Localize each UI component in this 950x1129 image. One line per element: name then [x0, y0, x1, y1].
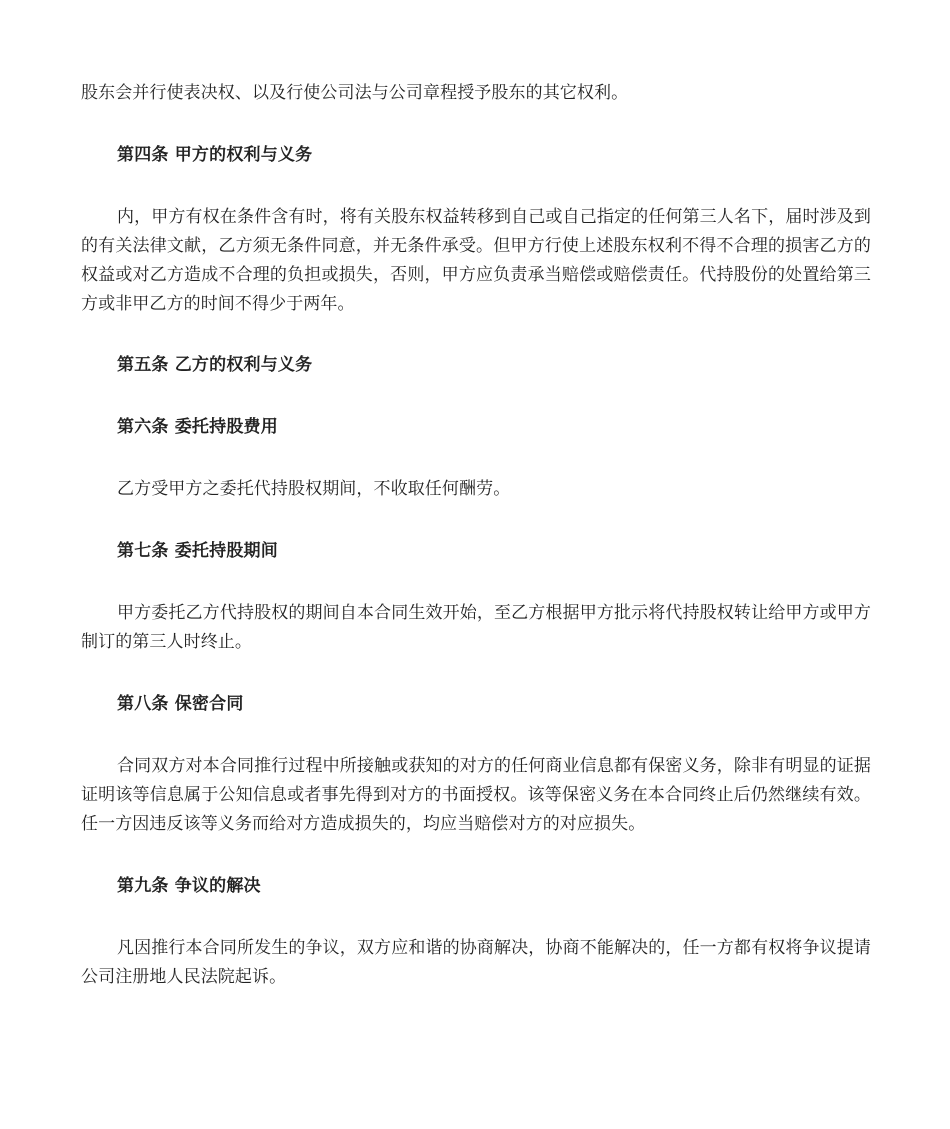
paragraph-shareholder-rights-continued: 股东会并行使表决权、以及行使公司法与公司章程授予股东的其它权利。 [81, 83, 629, 103]
heading-article-4: 第四条 甲方的权利与义务 [117, 145, 313, 165]
heading-article-9: 第九条 争议的解决 [117, 876, 261, 896]
heading-article-7: 第七条 委托持股期间 [117, 541, 278, 561]
heading-article-8: 第八条 保密合同 [117, 694, 244, 714]
paragraph-article-8-body: 合同双方对本合同推行过程中所接触或获知的对方的任何商业信息都有保密义务，除非有明显的证据证明该等信息属于公知信息或者事先得到对方的书面授权。该等保密义务在本合同终止后仍然继续有效。任一方因违反该等义务而给对方造成损失的，均应当赔偿对方的对应损失。 [81, 756, 871, 834]
paragraph-article-9-body: 凡因推行本合同所发生的争议，双方应和谐的协商解决，协商不能解决的，任一方都有权将争议提请公司注册地人民法院起诉。 [81, 938, 871, 987]
paragraph-article-7-body: 甲方委托乙方代持股权的期间自本合同生效开始，至乙方根据甲方批示将代持股权转让给甲方或甲方制订的第三人时终止。 [81, 603, 871, 652]
paragraph-article-4-body: 内，甲方有权在条件含有时，将有关股东权益转移到自己或自己指定的任何第三人名下，届时涉及到的有关法律文献，乙方须无条件同意，并无条件承受。但甲方行使上述股东权利不得不合理的损害乙方的权益或对乙方造成不合理的负担或损失，否则，甲方应负责承当赔偿或赔偿责任。代持股份的处置给第三方或非甲乙方的时间不得少于两年。 [81, 207, 871, 314]
heading-article-5: 第五条 乙方的权利与义务 [117, 355, 313, 375]
heading-article-6: 第六条 委托持股费用 [117, 417, 278, 437]
paragraph-article-6-body: 乙方受甲方之委托代持股权期间，不收取任何酬劳。 [117, 479, 511, 499]
